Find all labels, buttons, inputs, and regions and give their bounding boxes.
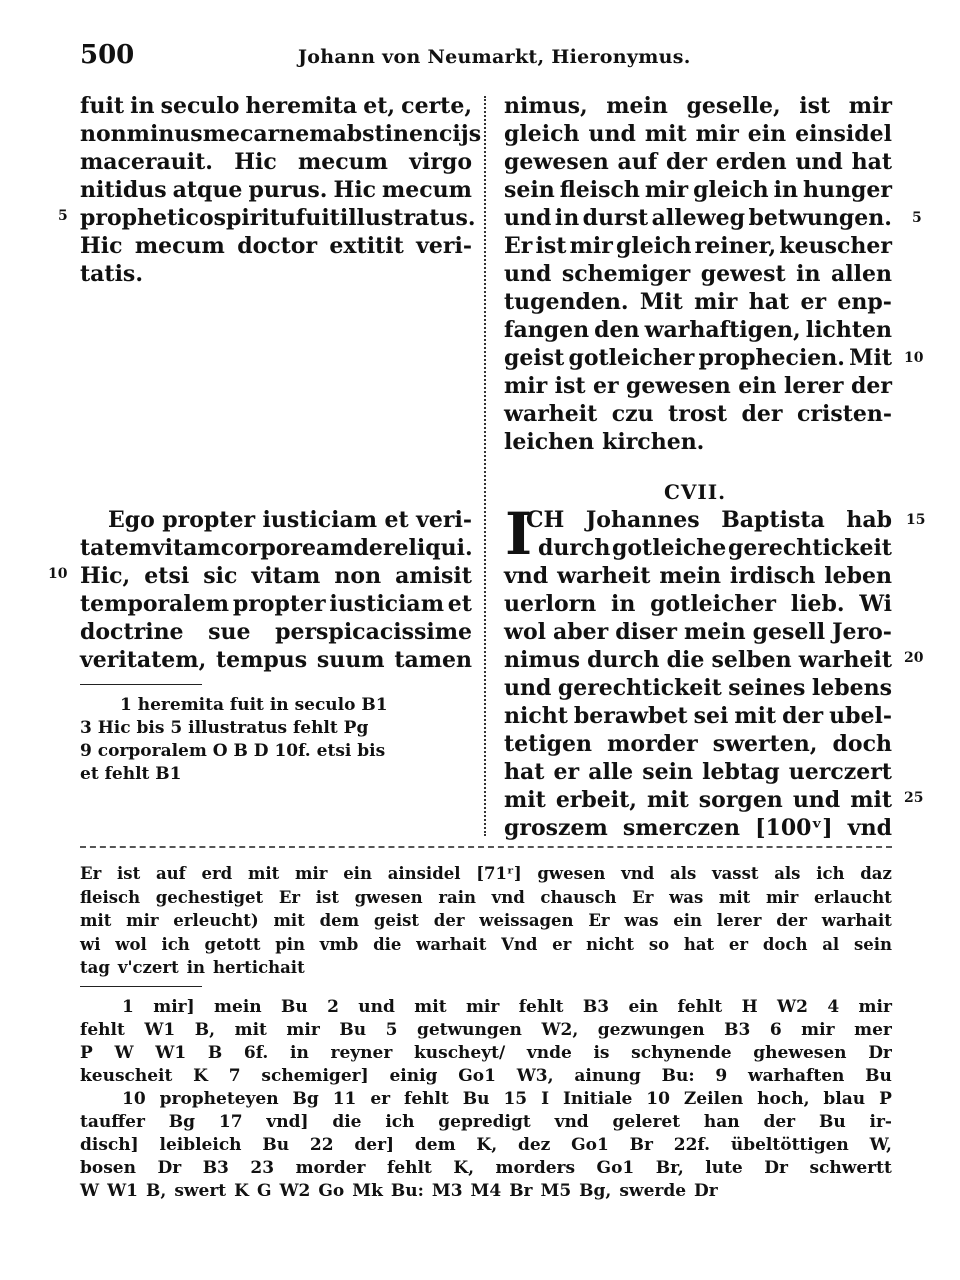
critical-apparatus (80, 996, 892, 1203)
text-line: leichen kirchen. (504, 429, 705, 455)
german-text-bottom (504, 500, 892, 842)
apparatus-line: P W W1 B 6f. in reyner kuscheyt/ vnde is schynende ghewesen Dr (80, 1043, 892, 1063)
text-line: vnd warheit mein irdisch leben (504, 563, 892, 589)
text-line: Er ist auf erd mit mir ein ainsidel [71ʳ] gwesen vnd als vasst als ich daz (80, 864, 892, 883)
text-line: tatis. (80, 261, 143, 287)
text-line: und in durst alleweg betwungen. (504, 205, 892, 231)
text-line: warheit czu trost der cristen- (504, 401, 892, 427)
line-number: 10 (48, 566, 68, 582)
page-number: 500 (80, 40, 135, 70)
text-line: Er ist mir gleich reiner, keuscher (504, 233, 892, 259)
text-line: mit mir erleucht) mit dem geist der weissagen Er was ein lerer der warhait (80, 911, 892, 930)
text-line: groszem smerczen [100ᵛ] vnd (504, 815, 892, 841)
text-line: fangen den warhaftigen, lichten (504, 317, 892, 343)
text-line: nimus durch die selben warheit (504, 647, 892, 673)
text-line: Ego propter iusticiam et veri- (108, 507, 472, 533)
variant-text-dr (80, 862, 892, 980)
latin-text-bottom (80, 506, 472, 674)
note-line: 1 heremita fuit in seculo B1 (120, 695, 388, 715)
text-line: nicht berawbet sei mit der ubel- (504, 703, 892, 729)
text-line: tugenden. Mit mir hat er enp- (504, 289, 892, 315)
text-line: und schemiger gewest in allen (504, 261, 892, 287)
text-line: prophetico spiritu fuit illustratus. (80, 205, 476, 231)
line-number: 15 (906, 512, 926, 528)
text-line: hat er alle sein lebtag uerczert (504, 759, 892, 785)
text-line: nitidus atque purus. Hic mecum (80, 177, 472, 203)
text-line: tag v'czert in hertichait (80, 958, 305, 977)
text-line: fleisch gechestiget Er ist gwesen rain vnd chausch Er was mit mir erlaucht (80, 887, 892, 907)
dashed-separator (80, 846, 892, 848)
apparatus-rule (80, 986, 202, 987)
text-line: gleich und mit mir ein einsidel (504, 121, 892, 147)
text-line: tatem vitam corpoream dereliqui. (80, 535, 473, 561)
column-divider (484, 96, 486, 836)
text-line: tetigen morder swerten, doch (504, 731, 892, 757)
text-line: gewesen auf der erden und hat (504, 149, 892, 175)
text-line: und gerechtickeit seines lebens (504, 675, 892, 701)
note-line: et fehlt B1 (80, 764, 182, 784)
text-line: veritatem, tempus suum tamen (80, 647, 472, 673)
text-line: mit erbeit, mit sorgen und mit (504, 787, 892, 813)
running-title: Johann von Neumarkt, Hieronymus. (298, 46, 691, 68)
apparatus-line: tauffer Bg 17 vnd] die ich gepredigt vnd geleret han der Bu ir- (80, 1112, 892, 1132)
line-number: 5 (912, 210, 922, 226)
text-line: uerlorn in gotleicher lieb. Wi (504, 591, 892, 617)
text-line: nimus, mein geselle, ist mir (504, 93, 892, 119)
apparatus-line: disch] leibleich Bu 22 der] dem K, dez Go1 Br 22f. übeltöttigen W, (80, 1135, 892, 1155)
latin-text-top (80, 92, 482, 288)
text-line: durch gotleiche gerechtickeit (538, 535, 892, 561)
line-number: 25 (904, 790, 924, 806)
apparatus-line: 10 propheteyen Bg 11 er fehlt Bu 15 I Initiale 10 Zeilen hoch, blau P (122, 1089, 892, 1109)
text-line: CH Johannes Baptista hab (526, 507, 892, 533)
apparatus-line: W W1 B, swert K G W2 Go Mk Bu: M3 M4 Br M5 Bg, swerde Dr (80, 1181, 718, 1201)
text-line: temporalem propter iusticiam et (80, 591, 472, 617)
line-number: 20 (904, 650, 924, 666)
note-line: 9 corporalem O B D 10f. etsi bis (80, 741, 386, 761)
text-line: mir ist er gewesen ein lerer der (504, 373, 892, 399)
apparatus-line: 1 mir] mein Bu 2 und mit mir fehlt B3 ein fehlt H W2 4 mir (122, 997, 892, 1017)
drop-cap: I (505, 500, 533, 568)
text-line: macerauit. Hic mecum virgo (80, 149, 472, 175)
apparatus-line: fehlt W1 B, mit mir Bu 5 getwungen W2, gezwungen B3 6 mir mer (80, 1020, 892, 1040)
line-number: 5 (58, 208, 68, 224)
text-line: geist gotleicher prophecien. Mit (504, 345, 892, 371)
text-line: sein fleisch mir gleich in hunger (504, 177, 892, 203)
text-line: Hic, etsi sic vitam non amisit (80, 563, 472, 589)
text-line: non minus me carnem abstinencijs (80, 121, 482, 147)
text-line: wol aber diser mein gesell Jero- (504, 619, 892, 645)
section-heading: CVII. (664, 480, 727, 504)
line-number: 10 (904, 350, 924, 366)
text-line: wi wol ich getott pin vmb die warhait Vnd er nicht so hat er doch al sein (80, 934, 892, 954)
notes-rule (80, 684, 202, 685)
apparatus-line: keuscheit K 7 schemiger] einig Go1 W3, ainung Bu: 9 warhaften Bu (80, 1066, 892, 1086)
text-line: Hic mecum doctor extitit veri- (80, 233, 472, 259)
text-line: fuit in seculo heremita et, certe, (80, 93, 472, 119)
apparatus-line: bosen Dr B3 23 morder fehlt K, morders Go1 Br, lute Dr schwertt (80, 1158, 892, 1178)
german-text-top (504, 92, 892, 456)
note-line: 3 Hic bis 5 illustratus fehlt Pg (80, 718, 369, 738)
text-line: doctrine sue perspicacissime (80, 619, 472, 645)
latin-notes (80, 694, 480, 786)
